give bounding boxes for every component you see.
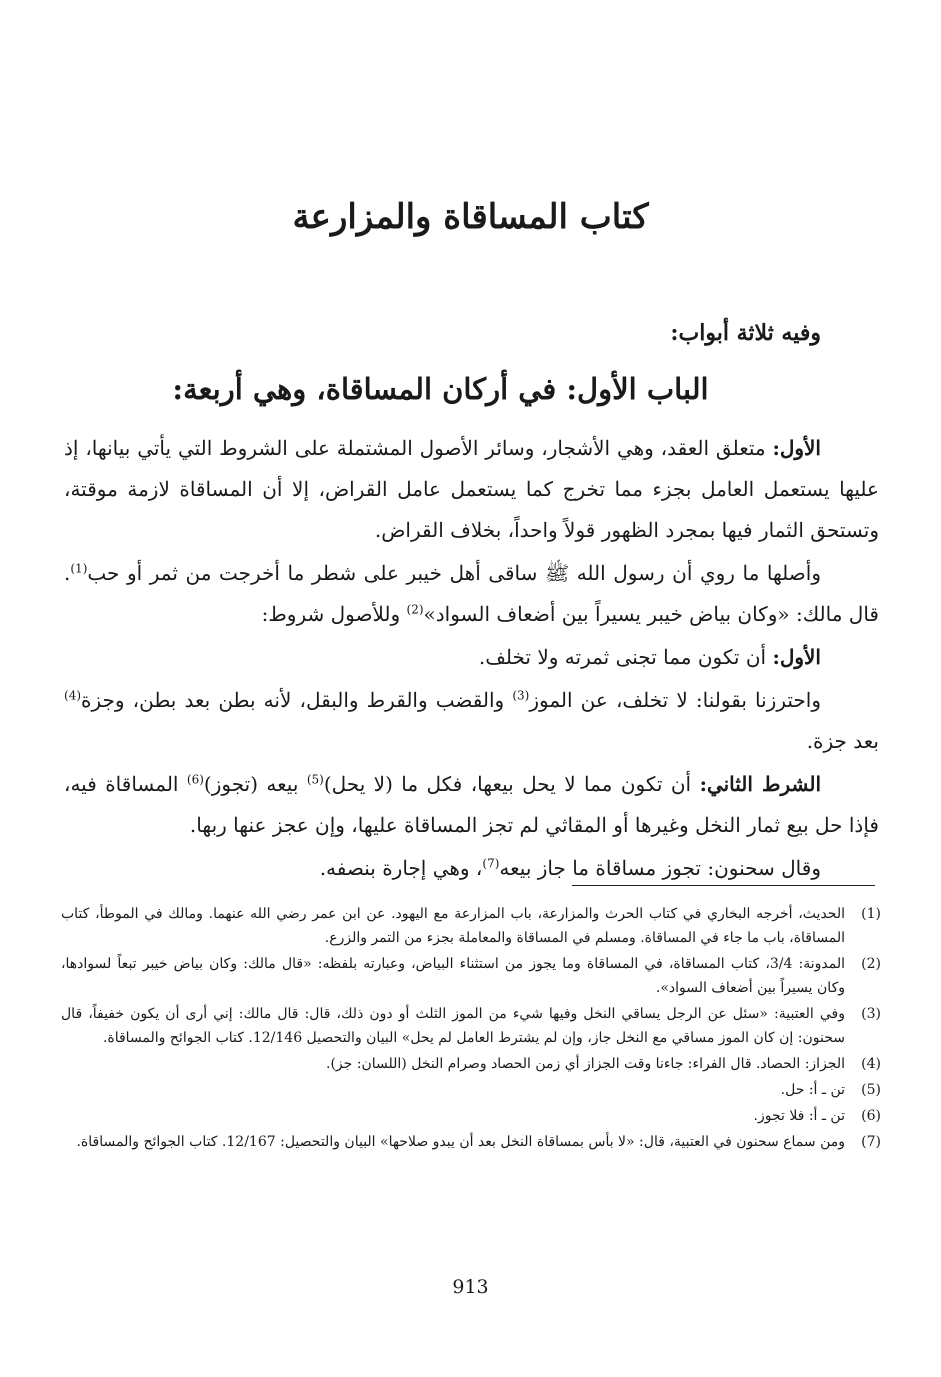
- paragraph-first-element: [64, 428, 879, 551]
- footnote-number: (3): [861, 1006, 881, 1022]
- footnote-text: المدونة: 3/4، كتاب المساقاة، في المساقاة وما يجوز من استثناء البياض، وعبارته بلفظه: «قال مالك: وكان بياض خيبر تبعاً لسوادها، وكان يسيراً بين أضعاف السواد».: [61, 956, 845, 996]
- paragraph-lead: الشرط الثاني:: [699, 772, 822, 796]
- footnote-ref[interactable]: (3): [512, 688, 530, 703]
- paragraph-text: . قال مالك: «وكان بياض خيبر يسيراً بين أضعاف السواد»: [64, 561, 879, 626]
- footnote: [61, 1130, 881, 1154]
- book-title: كتاب المساقاة والمزارعة: [292, 197, 649, 237]
- footnote-text: تن ـ أ: فلا تجوز.: [753, 1108, 845, 1124]
- footnote-text: ومن سماع سحنون في العتبية، قال: «لا بأس بمساقاة النخل بعد أن يبدو صلاحها» البيان والتحصيل: 12/167. كتاب الجوائح والمساقاة.: [76, 1134, 845, 1150]
- paragraph-lead: الأول:: [772, 645, 821, 669]
- paragraph-text: متعلق العقد، وهي الأشجار، وسائر الأصول المشتملة على الشروط التي يأتي بيانها، إذ عليها يستعمل العامل بجزء مما تخرج كما يستعمل عامل القراض، إلا أن المساقاة لازمة موقتة، وتستحق الثمار فيها بمجرد الظهور قولاً واحداً، بخلاف القراض.: [64, 436, 879, 542]
- footnote-number: (6): [861, 1108, 881, 1124]
- footnote: [61, 1002, 881, 1050]
- paragraph-text: وللأصول شروط:: [261, 602, 407, 626]
- footnote-ref[interactable]: (2): [406, 602, 424, 617]
- footnote-ref[interactable]: (5): [306, 772, 324, 787]
- paragraph-origin: [64, 553, 879, 635]
- paragraph-text: وقال سحنون: تجوز مساقاة ما جاز بيعه: [499, 856, 821, 880]
- footnote-number: (7): [861, 1134, 881, 1150]
- footnote-ref[interactable]: (6): [186, 772, 204, 787]
- footnote: [61, 1052, 881, 1076]
- footnote-ref[interactable]: (7): [482, 856, 500, 871]
- paragraph-text: بعد جزة.: [806, 729, 879, 753]
- page-number: 913: [452, 1276, 489, 1298]
- paragraph-exclusion: [64, 680, 879, 762]
- footnote: [61, 902, 881, 950]
- paragraph-lead: الأول:: [772, 436, 821, 460]
- footnote-divider: [572, 885, 875, 886]
- paragraph-text: ، وهي إجارة بنصفه.: [319, 856, 483, 880]
- footnote: [61, 1104, 881, 1128]
- chapter-heading: الباب الأول: في أركان المساقاة، وهي أربعة:: [172, 372, 709, 406]
- footnotes: [61, 902, 881, 1156]
- paragraph-condition-one: [64, 637, 879, 678]
- footnote-number: (2): [861, 956, 881, 972]
- footnote-number: (4): [861, 1056, 881, 1072]
- footnote-text: الحديث، أخرجه البخاري في كتاب الحرث والمزارعة، باب المزارعة مع اليهود. عن ابن عمر رضي الله عنهما. ومالك في الموطأ، كتاب المساقاة، باب ما جاء في المساقاة. ومسلم في المساقاة والمعاملة بجزء من التمر والزرع.: [61, 906, 845, 946]
- paragraph-text: بيعه (تجوز): [203, 772, 307, 796]
- footnote: [61, 1078, 881, 1102]
- paragraph-sahnun: [64, 848, 879, 889]
- paragraph-condition-two: [64, 764, 879, 846]
- footnote-ref[interactable]: (1): [70, 561, 88, 576]
- paragraph-text: والقضب والقرط والبقل، لأنه بطن بعد بطن، وجزة: [81, 688, 513, 712]
- footnote-number: (1): [861, 906, 881, 922]
- footnote-text: تن ـ أ: حل.: [780, 1082, 845, 1098]
- paragraph-text: أن تكون مما تجنى ثمرته ولا تخلف.: [478, 645, 767, 669]
- paragraph-text: وأصلها ما روي أن رسول الله ﷺ ساقى أهل خيبر على شطر ما أخرجت من ثمر أو حب: [87, 561, 822, 585]
- footnote-text: الجزاز: الحصاد. قال الفراء: جاءنا وقت الجزاز أي زمن الحصاد وصرام النخل (اللسان: جز).: [326, 1056, 845, 1072]
- paragraph-text: المساقاة فيه، فإذا حل بيع ثمار النخل وغيرها أو المقاثي لم تجز المساقاة عليها، وإن عجز عنها ربها.: [64, 772, 879, 837]
- paragraph-text: أن تكون مما لا يحل بيعها، فكل ما (لا يحل): [323, 772, 692, 796]
- footnote-number: (5): [861, 1082, 881, 1098]
- paragraph-text: واحترزنا بقولنا: لا تخلف، عن الموز: [529, 688, 821, 712]
- intro-line: وفيه ثلاثة أبواب:: [670, 320, 821, 346]
- footnote: [61, 952, 881, 1000]
- footnote-text: وفي العتبية: «سئل عن الرجل يساقي النخل وفيها شيء من الموز الثلث أو دون ذلك، قال: قال مالك: إني أرى أن يكون خفيفاً، قال سحنون: إن كان الموز مساقي مع النخل جاز، وإن لم يشترط العامل لم يحل» البيان والتحصيل 12/146. كتاب الجوائح والمساقاة.: [61, 1006, 845, 1046]
- footnote-ref[interactable]: (4): [64, 688, 82, 703]
- main-text: [64, 428, 879, 889]
